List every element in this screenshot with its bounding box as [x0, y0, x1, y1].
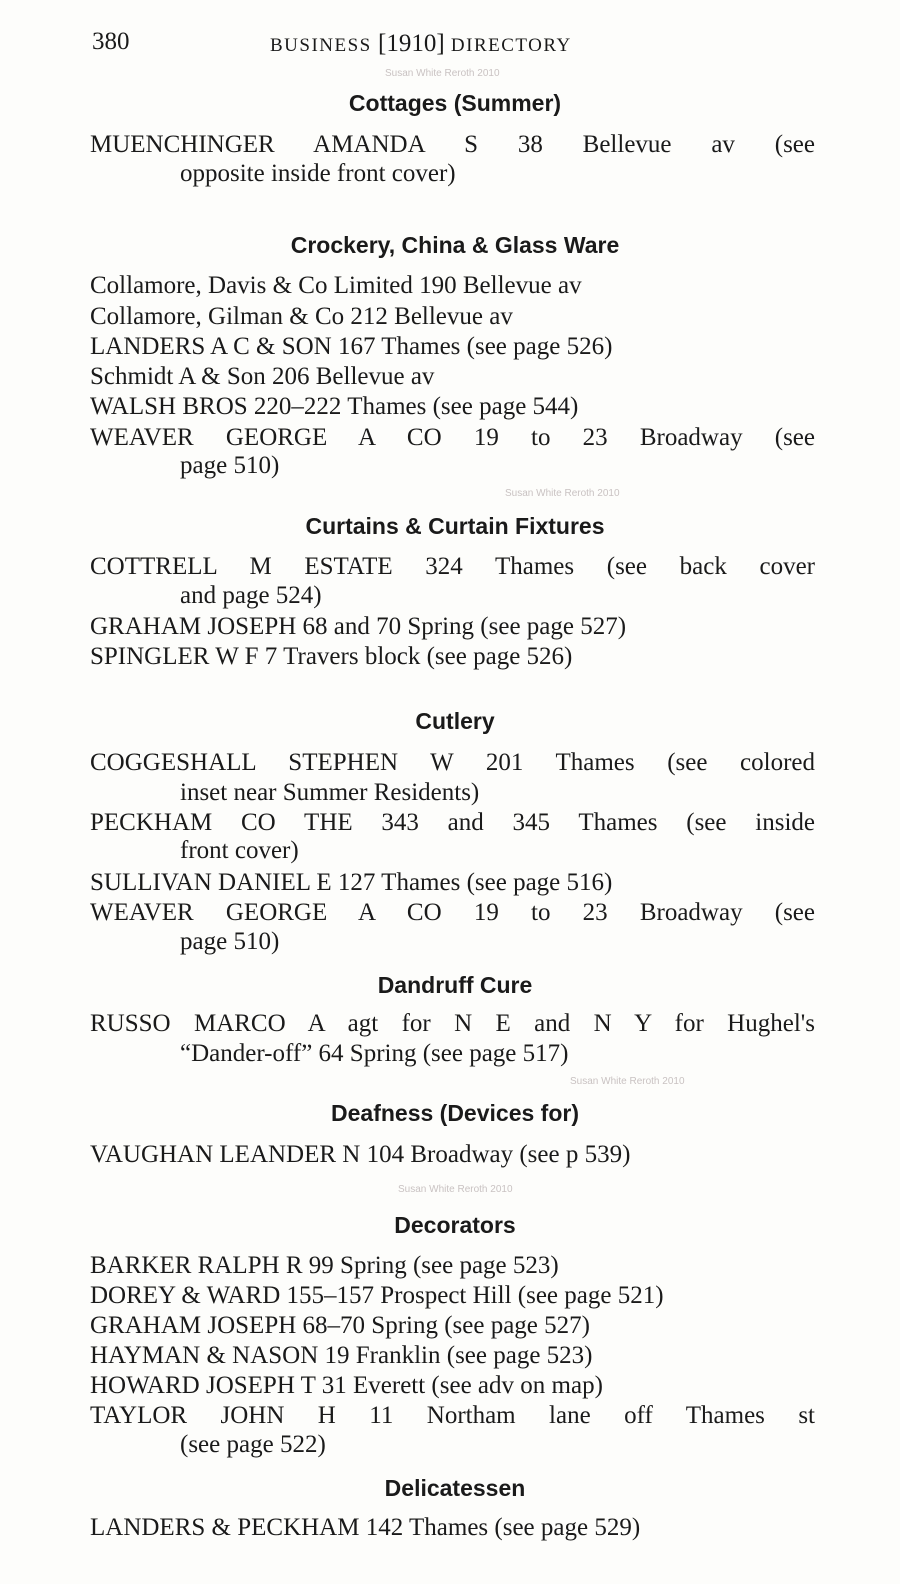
listing-entry: WEAVER GEORGE A CO 19 to 23 Broadway (see	[90, 899, 815, 926]
listing-entry-continuation: inset near Summer Residents)	[180, 779, 480, 806]
section-heading: Dandruff Cure	[377, 972, 533, 998]
page-number: 380	[92, 28, 130, 55]
section-heading: Cutlery	[415, 708, 495, 734]
listing-entry: LANDERS A C & SON 167 Thames (see page 526)	[90, 333, 613, 360]
listing-entry: Schmidt A & Son 206 Bellevue av	[90, 363, 435, 390]
watermark: Susan White Reroth 2010	[398, 1184, 513, 1195]
section-heading: Crockery, China & Glass Ware	[290, 232, 620, 258]
listing-entry: TAYLOR JOHN H 11 Northam lane off Thames st	[90, 1402, 815, 1429]
listing-entry: MUENCHINGER AMANDA S 38 Bellevue av (see	[90, 131, 815, 158]
listing-entry-continuation: page 510)	[180, 452, 280, 479]
running-head-year: [1910]	[378, 30, 445, 57]
listing-entry: GRAHAM JOSEPH 68–70 Spring (see page 527)	[90, 1312, 590, 1339]
section-heading: Curtains & Curtain Fixtures	[305, 513, 605, 539]
listing-entry: BARKER RALPH R 99 Spring (see page 523)	[90, 1252, 559, 1279]
listing-entry: Collamore, Gilman & Co 212 Bellevue av	[90, 303, 513, 330]
listing-entry-continuation: and page 524)	[180, 582, 322, 609]
listing-entry: WEAVER GEORGE A CO 19 to 23 Broadway (see	[90, 424, 815, 451]
listing-entry: SULLIVAN DANIEL E 127 Thames (see page 516)	[90, 869, 613, 896]
running-head-right: DIRECTORY	[450, 35, 572, 56]
listing-entry-continuation: front cover)	[180, 837, 299, 864]
listing-entry: DOREY & WARD 155–157 Prospect Hill (see page 521)	[90, 1282, 664, 1309]
running-head	[270, 30, 572, 58]
listing-entry: VAUGHAN LEANDER N 104 Broadway (see p 539)	[90, 1141, 631, 1168]
running-head-left: BUSINESS	[270, 35, 372, 56]
listing-entry: LANDERS & PECKHAM 142 Thames (see page 529)	[90, 1514, 641, 1541]
listing-entry: WALSH BROS 220–222 Thames (see page 544)	[90, 393, 579, 420]
section-heading: Cottages (Summer)	[348, 90, 562, 116]
listing-entry-continuation: page 510)	[180, 928, 280, 955]
watermark: Susan White Reroth 2010	[570, 1076, 685, 1087]
listing-entry: GRAHAM JOSEPH 68 and 70 Spring (see page 527)	[90, 613, 627, 640]
listing-entry: HAYMAN & NASON 19 Franklin (see page 523)	[90, 1342, 593, 1369]
listing-entry-continuation: opposite inside front cover)	[180, 160, 456, 187]
section-heading: Deafness (Devices for)	[331, 1100, 579, 1126]
section-heading: Decorators	[394, 1212, 516, 1238]
listing-entry: RUSSO MARCO A agt for N E and N Y for Hughel's	[90, 1010, 815, 1037]
listing-entry: COTTRELL M ESTATE 324 Thames (see back cover	[90, 553, 815, 580]
listing-entry-continuation: (see page 522)	[180, 1431, 326, 1458]
section-heading: Delicatessen	[384, 1475, 526, 1501]
listing-entry: Collamore, Davis & Co Limited 190 Bellevue av	[90, 272, 582, 299]
watermark: Susan White Reroth 2010	[505, 488, 620, 499]
listing-entry: HOWARD JOSEPH T 31 Everett (see adv on map)	[90, 1372, 603, 1399]
listing-entry: SPINGLER W F 7 Travers block (see page 526)	[90, 643, 573, 670]
listing-entry: PECKHAM CO THE 343 and 345 Thames (see inside	[90, 809, 815, 836]
listing-entry-continuation: “Dander-off” 64 Spring (see page 517)	[180, 1040, 569, 1067]
listing-entry: COGGESHALL STEPHEN W 201 Thames (see colored	[90, 749, 815, 776]
watermark: Susan White Reroth 2010	[385, 68, 500, 79]
